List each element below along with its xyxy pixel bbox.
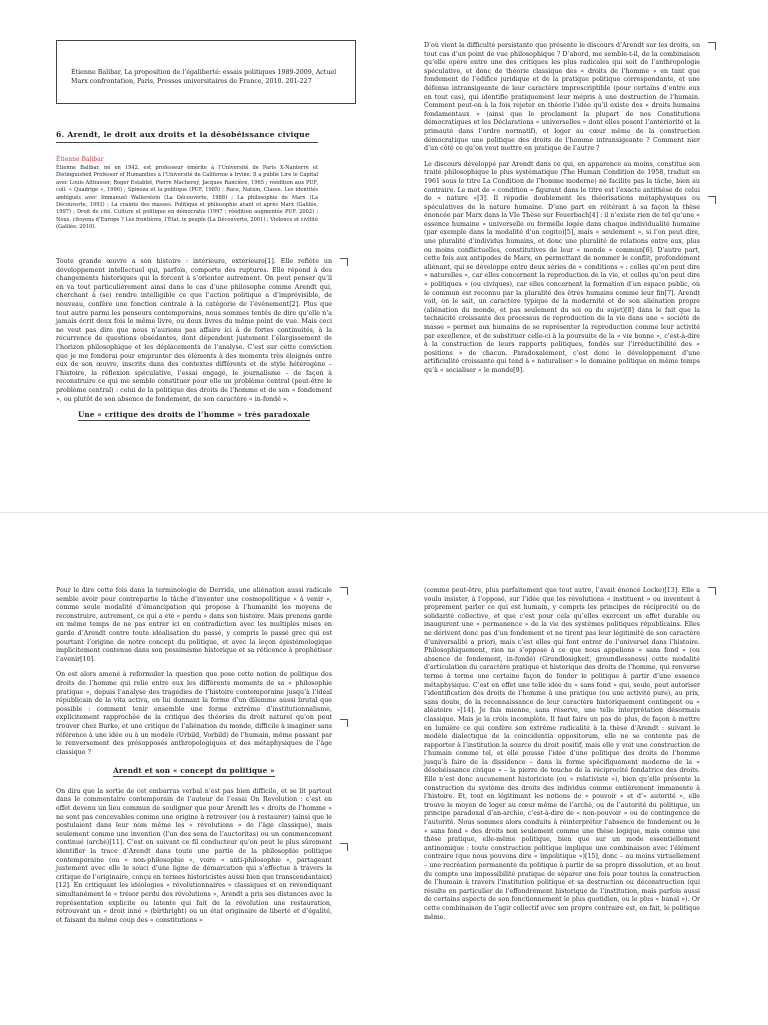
left-column	[56, 258, 332, 420]
paragraph: (comme peut-être, plus parfaitement que tout autre, l’avait énoncé Locke)[13]. Elle a voulu insister, à l’opposé, sur l’idée que les révolutions « instituent » ou inventent à proprement parler ce qui est humain, y compris les principes de réciprocité ou de solidarité collective, et que c’est pour cela qu’elles exercent un effet durable ou inaugurent une « permanence » de la vie des systèmes politiques républicains. Elles ne dérivent donc pas d’un fondement et ne tirent pas leur légitimité de son caractère d’universalité a priori, mais c’est elles qui font entrer de l’universel dans l’histoire. Philosophiquement, rien ne s’oppose à ce que nous appelions « sans fond » (ou absence de fondement, in-fondé) (Grundlosigkeit, groundlessness) cette modalité d’articulation du caractère pratique et historique des droits de l’homme, qui renverse terme à terme une certaine façon de fonder le politique à partir d’une essence métaphysique. C’est en effet une telle idée du « sans fond » qui, seule, peut autoriser l’identification des droits de l’homme à une pratique (ou une activité pure), au prix, sans doute, de la reconnaissance de leur caractère historiquement contingent ou « aléatoire »[14]. Je fais mienne, sans réserve, une telle interprétation désormais classique. Mais je la crois incomplète. Il faut faire un pas de plus, de façon à mettre en lumière ce qui confère son extrême radicalité à la thèse d’Arendt : suivant le modèle dialectique de la coincidentia oppositorum, elle ne se contente pas de rapporter à l’institution la source du droit positif, mais elle y voit une construction de l’humain comme tel, et elle pousse l’idée d’une politique des droits de l’homme jusqu’à faire de la dissidence – dans la forme spécifiquement moderne de la « désobéissance civique » – la pierre de touche de la réciprocité fondatrice des droits. Elle n’est donc aucunement historiciste (ou « relativiste »), bien qu’elle présente la construction du système des droits des individus comme entièrement immanente à l’histoire. Et, tout en légitimant les notions de « pouvoir » et d’« autorité », elle trouve le moyen de loger au cœur même de l’archè, ou de l’autorité du politique, un principe paradoxal d’an-archie, c’est-à-dire de « non-pouvoir » ou de contingence de l’autorité. Nous sommes alors conduits à réinterpréter l’absence de fondement ou le « sans fond » des droits non seulement comme une thèse logique, mais comme une thèse pratique, elle-même politique, bien que sur un mode essentiellement antinomique : toute construction politique implique une combinaison avec l’élément contraire (que nous pouvons dire « impolitique »)[15], donc – au moins virtuellement – une recréation permanente du politique à partir de sa propre dissolution, et au bout du compte une impossibilité pratique de séparer une fois pour toutes la construction de l’humain à travers l’institution politique et sa destruction ou déconstruction (qui résulte en particulier de l’effondrement historique de l’institution, mais parfois aussi de certains aspects de son fonctionnement le plus quotidien, ou le plus « banal »). Or cette combinaison de l’agir collectif avec son propre contraire est, en fait, le politique même.	[424, 587, 700, 921]
bio-author-name: Étienne Balibar	[56, 156, 104, 163]
section-heading-text: Arendt et son « concept du politique »	[113, 766, 275, 776]
paragraph-marker-icon	[708, 42, 716, 50]
chapter-title: 6. Arendt, le droit aux droits et la désobéissance civique	[56, 130, 318, 143]
paragraph: Pour le dire cette fois dans la terminologie de Derrida, une aliénation aussi radicale semble avoir pour contrepartie la tâche d’inventer une cosmopolitique « à venir », comme seule modalité d’émancipation qui propose à l’humanité les moyens de reconstruire, autrement, ce qui a été « perdu » dans son histoire. Mais prenons garde en même temps de ne pas entrer ici en contradiction avec les multiples mises en garde d’Arendt contre toute idéalisation du passé, y compris le passé grec qui est pourtant l’origine de notre concept du politique, et avec la leçon épistémologique implicitement contenue dans son pessimisme historique et sa réticence à prophétiser l’avenir[10].	[56, 587, 332, 663]
reference-text: Étienne Balibar, La proposition de l’égaliberté: essais politiques 1989-2009, Actuel Marx confrontation, Paris, Presses universitaires de France, 2010. 201-227	[71, 69, 337, 85]
left-column	[56, 587, 332, 932]
author-bio: Étienne Balibar, né en 1942, est professeur émérite à l’Université de Paris X-Nanterre et Distinguished Professor of Humanities à l’Université de Californie à Irvine. Il a publié Lire le Capital avec Louis Althusser, Roger Establet, Pierre Macherey, Jacques Rancière, 1965 ; réédition aux PUF, coll. « Quadrige », 1996) ; Spinoza et la politique (PUF, 1985) ; Race, Nation, Classe. Les identités ambiguës avec Immanuel Wallerstein (La Découverte, 1988) ; La philosophie de Marx (La Découverte, 1993) ; La crainte des masses. Politique et philosophie avant et après Marx (Galilée, 1997) ; Droit de cité. Culture et politique en démocratie (1997 ; réédition augmentée PUF, 2002) ; Nous, citoyens d’Europe ? Les frontières, l’État, le peuple (La Découverte, 2001) ; Violence et civilité (Galilée, 2010).	[56, 165, 318, 231]
paragraph: On dira que la sortie de cet embarras verbal n’est pas bien difficile, et se lit partout dans le commentaire contemporain de l’auteur de l’essai On Revolution : c’est en effet devenu un lieu commun de souligner que pour Arendt les « droits de l’homme » ne sont pas concevables comme une origine à retrouver (ou à restaurer) (ainsi que le postulaient dans leur nom même les « révolutions » de l’âge classique), mais seulement comme une invention (l’un des sens de l’auctoritas) ou un commencement continué (archè)[11]. C’est en suivant ce fil conducteur qu’on peut le plus sûrement identifier la trace d’Arendt dans toute une partie de la philosophie politique contemporaine (ou « non-philosophie », voire « anti-philosophie », partageant justement avec elle le souci d’une ligne de démarcation qui s’effectue à travers la critique de l’originaire, conçu en termes historicistes aussi bien que transcendantaux)[12]. En critiquant les idéologies « révolutionnaires » classiques et en revendiquant simultanément le « trésor perdu des révolutions », Arendt a pris ses distances avec la représentation explicite ou latente qui fait de la révolution une restauration, retrouvant un « droit inné » (birthright) ou un état originaire de liberté et d’égalité, et faisant du même coup des « constitutions »	[56, 787, 332, 924]
paragraph: Toute grande œuvre a son histoire : intérieure, extérieure[1]. Elle reflète un développement intellectuel qui, parfois, comporte des ruptures. Elle répond à des changements historiques qui la forcent à s’orienter autrement. On peut penser qu’il en va tout particulièrement ainsi dans le cas d’une philosophe comme Arendt qui, cherchant à (se) rendre intelligible ce que l’action politique a d’imprévisible, de nouveau, confère une fonction centrale à la catégorie de l’événement[2]. Plus que tout autre parmi les penseurs contemporains, nous sommes tentés de dire qu’elle n’a jamais écrit deux fois le même livre, ou deux livres du même point de vue. Mais ceci ne veut pas dire que nous n’aurions pas affaire ici à de fortes continuités, à la récurrence de questions obsédantes, dont dépendent justement l’élargissement de l’horizon philosophique et les déplacements de l’analyse. C’est sur cette conviction que je me fonderai pour emprunter des éléments à des moments très éloignés entre eux de son œuvre, inscrits dans des contextes différents et de style hétérogène – l’histoire, la réflexion spéculative, l’essai engagé, le journalisme – de façon à reconstruire ce qui me semble constituer pour elle un problème central (peut-être le problème central) : celui de la politique des droits de l’homme et de son « fondement », ou plutôt de son absence de fondement, de son caractère « in-fondé ».	[56, 258, 332, 403]
page-spread-2	[0, 512, 768, 1025]
section-heading	[56, 411, 332, 420]
paragraph-marker-icon	[708, 196, 716, 204]
paragraph-marker-icon	[340, 719, 348, 727]
paragraph: Le discours développé par Arendt dans ce qui, en apparence au moins, constitue son traité philosophique le plus systématique (The Human Condition de 1958, traduit en 1961 sous le titre La Condition de l’homme moderne) ne facilite pas la tâche, bien au contraire. Le mot de « condition » figurant dans le titre est l’exacte antithèse de celui de « nature »[3]. Il répudie doublement les théorisations métaphysiques ou spéculatives de la nature humaine. D’une part en réitérant à sa façon la thèse énoncée par Marx dans la VIe Thèse sur Feuerbach[4] : il n’existe rien de tel qu’une « essence humaine » universelle ou formelle logée dans chaque individualité humaine (par exemple dans la modalité d’un cogito)[5], mais « seulement », si l’on peut dire, une pluralité d’individus humains, et donc une pluralité de relations entre eux, plus ou moins conflictuelles, constitutives de leur « monde » commun[6]. D’autre part, cette fois aux antipodes de Marx, en permettant de nommer le conflit, profondément aliénant, qui se développe entre deux séries de « conditions » : celles qu’on peut dire « naturelles », car elles concernent la reproduction de la vie, et celles qu’on peut dire « politiques » (ou civiques), car elles concernent la formation d’un espace public, où le commun est reconnu par la pluralité des êtres humains comme leur fin[7]. Arendt voit, on le sait, un caractère typique de la modernité et de son aliénation propre (aliénation du monde, et pas seulement du soi ou du sujet)[8] dans le fait que la technicité croissante des processus de reproduction de la vie dans une « société de masse » permet aux humains de se représenter la reproduction comme leur activité par excellence, et de substituer celle-ci à la poursuite de la « vie bonne », c’est-à-dire à la construction de leurs rapports politiques, fondés sur l’irréductibilité des « positions » de chacun. Paradoxalement, c’est donc le développement d’une artificialité croissante qui tend à « naturaliser » le domaine politique en même temps qu’à « socialiser » le monde[9].	[424, 160, 700, 374]
right-column	[424, 42, 700, 383]
paragraph-marker-icon	[340, 258, 348, 266]
paragraph: D’où vient la difficulté persistante que présente le discours d’Arendt sur les droits, en tout cas d’un point de vue philosophique ? D’abord, me semble-t-il, de la combinaison qu’elle opère entre une des critiques les plus radicales qui soit de l’anthropologie spéculative, et donc de théorie classique des « droits de l’homme » en tant que fondement de l’édifice juridique et de la pratique politique correspondante, et une défense intransigeante de leur caractère imprescriptible (pour certains d’entre eux en tout cas), qui identifie pratiquement leur mépris à une destruction de l’humain. Comment peut-on à la fois rejeter en théorie l’idée qu’il existe des « droits humains fondamentaux » (ainsi que le proclament la plupart de nos Constitutions démocratiques et les Déclarations « universelles » dont elles posent l’antériorité et la primauté dans l’ordre normatif), et loger au cœur même de la construction démocratique une politique des droits de l’homme intransigeante ? Comment nier d’un côté ce qu’on veut mettre en pratique de l’autre ?	[424, 42, 700, 153]
paragraph-marker-icon	[340, 843, 348, 851]
paragraph-marker-icon	[340, 587, 348, 595]
paragraph: On est alors amené à reformuler la question que pose cette notion de politique des droits de l’homme qui relie entre eux les différents moments de sa « philosophie pratique », depuis l’analyse des tragédies de l’histoire contemporaine jusqu’à l’idéal républicain de la vita activa, en lui donnant la forme d’un dilemme aussi brutal que possible : comment tenir ensemble une forme extrême d’institutionnalisme, explicitement rapprochée de la critique des théories du droit naturel qu’on peut trouver chez Burke, et une critique de l’aliénation du monde, difficile à imaginer sans référence à une idée ou à un modèle (Urbild, Vorbild) de l’humain, même passant par le renversement des présupposés anthropologiques et des métaphysiques de l’âge classique ?	[56, 671, 332, 756]
paragraph-marker-icon	[708, 587, 716, 595]
reference-box	[56, 40, 356, 104]
right-column	[424, 587, 700, 929]
section-heading-text: Une « critique des droits de l’homme » très paradoxale	[77, 410, 311, 420]
section-heading	[56, 767, 332, 776]
page-spread-1	[0, 0, 768, 512]
